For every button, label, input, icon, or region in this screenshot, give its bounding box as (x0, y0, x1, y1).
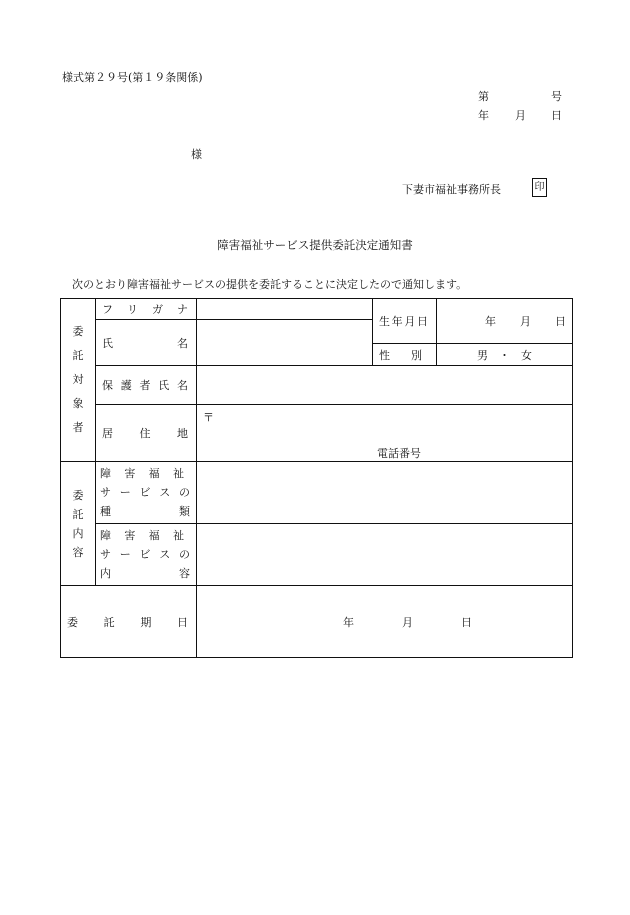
birthdate-label: 生 年 月 日 (373, 299, 437, 344)
intro-text: 次のとおり障害福祉サービスの提供を委託することに決定したので通知します。 (72, 278, 468, 291)
guardian-name-label: 保 護 者 氏 名 (96, 366, 197, 405)
date-year: 年 (478, 109, 489, 122)
address-field[interactable] (197, 405, 573, 462)
service-type-field[interactable] (197, 462, 573, 524)
service-content-field[interactable] (197, 524, 573, 586)
sex-label: 性 別 (373, 344, 437, 366)
date-month: 月 (515, 109, 526, 122)
birthdate-field[interactable]: 年 月 日 (437, 299, 573, 344)
furigana-field[interactable] (197, 299, 373, 320)
date-day: 日 (551, 109, 562, 122)
service-type-label: 障 害 福 祉 サ ー ビ ス の 種 類 (96, 462, 197, 524)
furigana-label: フ リ ガ ナ (96, 299, 197, 320)
addressee-suffix: 様 (191, 148, 202, 161)
address-label: 居 住 地 (96, 405, 197, 462)
service-content-label: 障 害 福 祉 サ ー ビ ス の 内 容 (96, 524, 197, 586)
section-commission-content: 委 託 内 容 (61, 462, 96, 586)
postal-mark: 〒 (203, 411, 214, 424)
period-field[interactable]: 年 月 日 (197, 586, 573, 658)
name-label: 氏 名 (96, 320, 197, 366)
form-number: 様式第２９号(第１９条関係) (62, 71, 203, 84)
issuer-name: 下妻市福祉事務所長 (402, 183, 501, 196)
document-title: 障害福祉サービス提供委託決定通知書 (217, 238, 413, 252)
phone-label: 電話番号 (377, 447, 421, 460)
name-field[interactable] (197, 320, 373, 366)
seal-mark: 印 (532, 178, 547, 197)
number-suffix: 号 (551, 90, 562, 103)
period-label: 委 託 期 日 (61, 586, 197, 658)
sex-field[interactable]: 男 ・ 女 (437, 344, 573, 366)
section-target-person: 委 託 対 象 者 (61, 299, 96, 462)
guardian-name-field[interactable] (197, 366, 573, 405)
notice-table (60, 298, 573, 658)
number-prefix: 第 (478, 90, 489, 103)
